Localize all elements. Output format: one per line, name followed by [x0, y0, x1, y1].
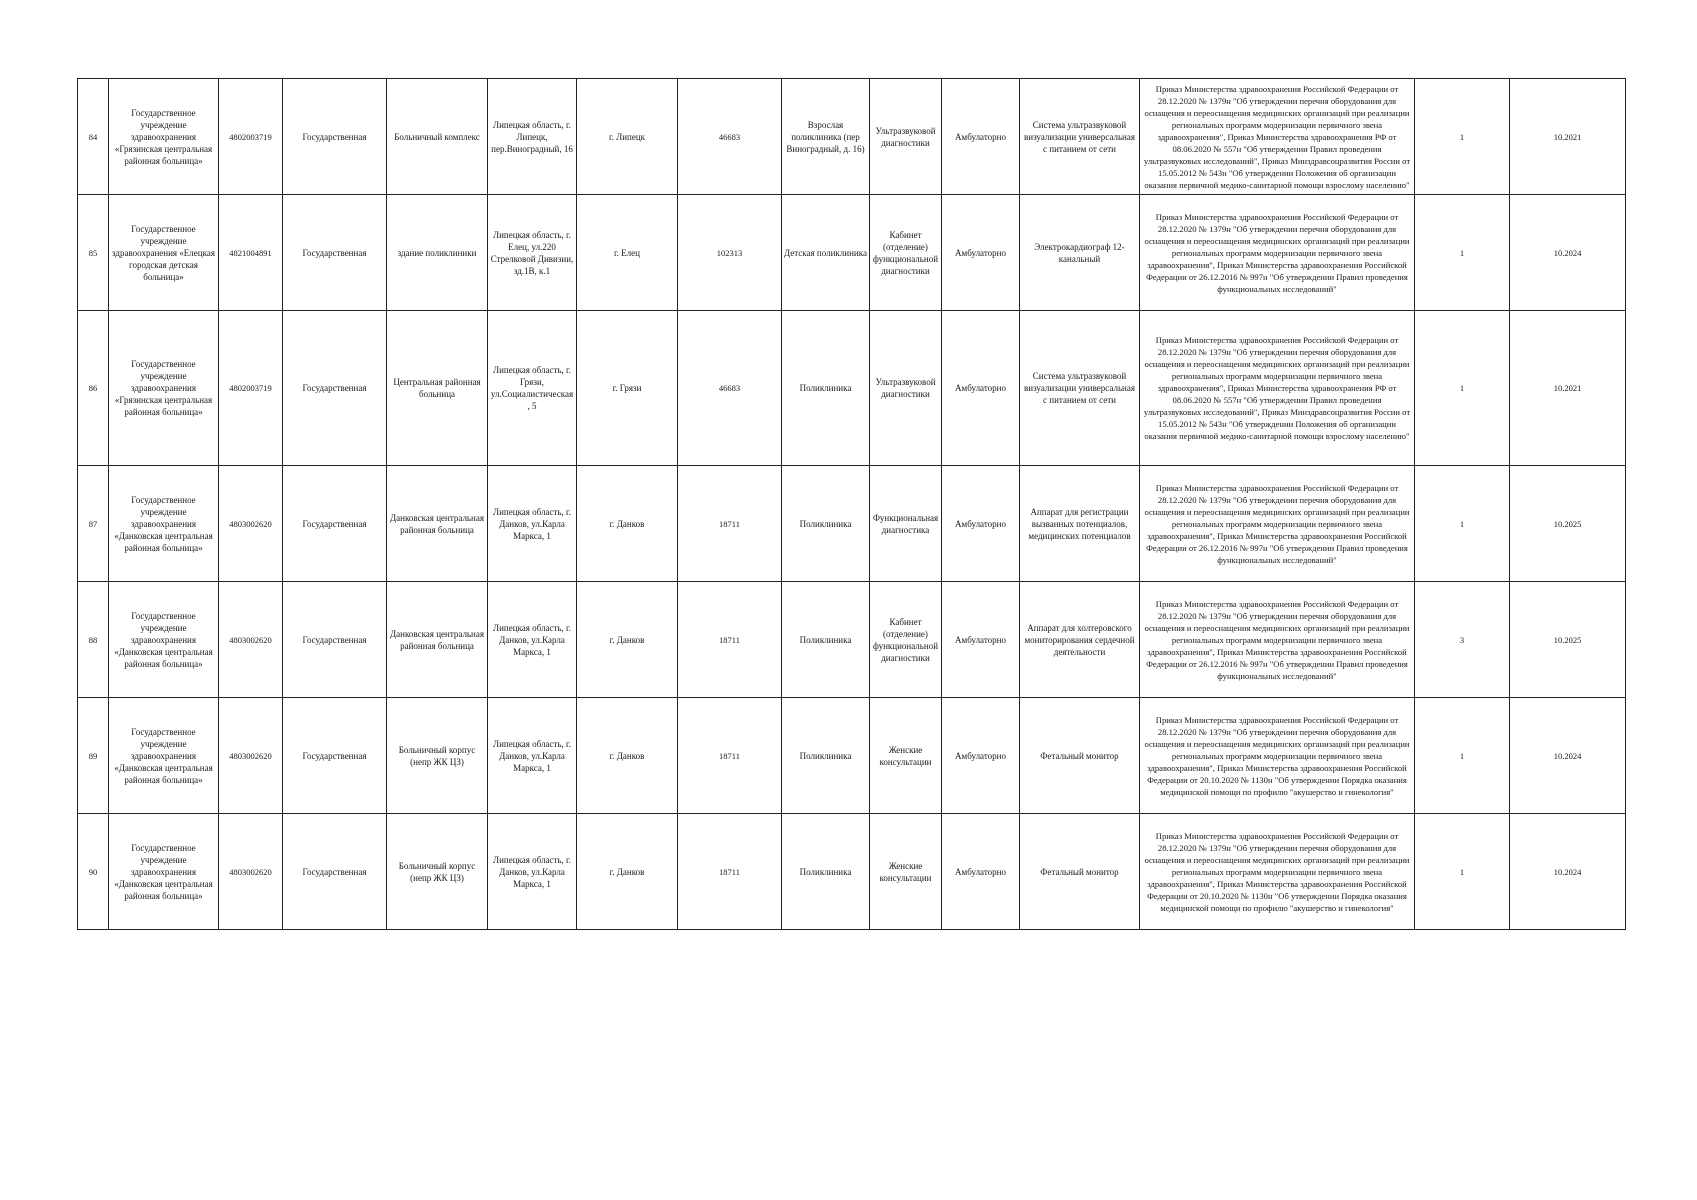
- cell-number: 85: [78, 195, 109, 311]
- cell-unit: Поликлиника: [782, 311, 870, 466]
- table-body: [78, 79, 1626, 930]
- cell-inn: 4803002620: [219, 698, 283, 814]
- cell-unit: Поликлиника: [782, 814, 870, 930]
- cell-population: 18711: [678, 582, 782, 698]
- cell-population: 18711: [678, 814, 782, 930]
- cell-institution: Государственное учреждение здравоохранения «Грязинская центральная районная больница»: [109, 79, 219, 195]
- cell-population: 102313: [678, 195, 782, 311]
- cell-equipment: Система ультразвуковой визуализации универсальная с питанием от сети: [1020, 79, 1140, 195]
- cell-department: Женские консультации: [870, 814, 942, 930]
- cell-city: г. Данков: [577, 814, 678, 930]
- cell-building: Данковская центральная районная больница: [387, 582, 488, 698]
- cell-building: Больничный корпус (непр ЖК ЦЗ): [387, 698, 488, 814]
- cell-inn: 4802003719: [219, 79, 283, 195]
- cell-conditions: Амбулаторно: [942, 195, 1020, 311]
- cell-equipment: Аппарат для регистрации вызванных потенциалов, медицинских потенциалов: [1020, 466, 1140, 582]
- cell-equipment: Фетальный монитор: [1020, 814, 1140, 930]
- cell-inn: 4803002620: [219, 814, 283, 930]
- cell-department: Кабинет (отделение) функциональной диагностики: [870, 195, 942, 311]
- cell-conditions: Амбулаторно: [942, 466, 1020, 582]
- cell-building: Больничный комплекс: [387, 79, 488, 195]
- table-row: [78, 311, 1626, 466]
- cell-number: 87: [78, 466, 109, 582]
- cell-ownership: Государственная: [283, 311, 387, 466]
- cell-quantity: 1: [1415, 311, 1510, 466]
- cell-conditions: Амбулаторно: [942, 698, 1020, 814]
- cell-basis: Приказ Министерства здравоохранения Российской Федерации от 28.12.2020 № 1379н "Об утверждении перечня оборудования для оснащения и переоснащения медицинских организаций при реализации региональных программ модернизации первичного звена здравоохранения", Приказ Министерства здравоохранения РФ от 08.06.2020 № 557н "Об утверждении Правил проведения ультразвуковых исследований", Приказ Минздравсоцразвития России от 15.05.2012 № 543н "Об утверждении Положения об организации оказания первичной медико-санитарной помощи взрослому населению": [1140, 79, 1415, 195]
- table-row: [78, 582, 1626, 698]
- cell-ownership: Государственная: [283, 466, 387, 582]
- cell-building: Центральная районная больница: [387, 311, 488, 466]
- cell-address: Липецкая область, г. Грязи, ул.Социалистическая, 5: [488, 311, 577, 466]
- cell-unit: Детская поликлиника: [782, 195, 870, 311]
- cell-population: 46683: [678, 311, 782, 466]
- cell-address: Липецкая область, г. Данков, ул.Карла Маркса, 1: [488, 466, 577, 582]
- cell-basis: Приказ Министерства здравоохранения Российской Федерации от 28.12.2020 № 1379н "Об утверждении перечня оборудования для оснащения и переоснащения медицинских организаций при реализации региональных программ модернизации первичного звена здравоохранения", Приказ Министерства здравоохранения Российской Федерации от 26.12.2016 № 997н "Об утверждении Правил проведения функциональных исследований": [1140, 466, 1415, 582]
- cell-equipment: Фетальный монитор: [1020, 698, 1140, 814]
- cell-number: 90: [78, 814, 109, 930]
- cell-city: г. Данков: [577, 698, 678, 814]
- cell-department: Женские консультации: [870, 698, 942, 814]
- cell-unit: Поликлиника: [782, 466, 870, 582]
- cell-quantity: 1: [1415, 814, 1510, 930]
- cell-building: здание поликлиники: [387, 195, 488, 311]
- cell-unit: Поликлиника: [782, 582, 870, 698]
- cell-population: 18711: [678, 698, 782, 814]
- cell-address: Липецкая область, г. Липецк, пер.Виноградный, 16: [488, 79, 577, 195]
- cell-number: 88: [78, 582, 109, 698]
- cell-building: Больничный корпус (непр ЖК ЦЗ): [387, 814, 488, 930]
- cell-basis: Приказ Министерства здравоохранения Российской Федерации от 28.12.2020 № 1379н "Об утверждении перечня оборудования для оснащения и переоснащения медицинских организаций при реализации региональных программ модернизации первичного звена здравоохранения", Приказ Министерства здравоохранения Российской Федерации от 20.10.2020 № 1130н "Об утверждении Порядка оказания медицинской помощи по профилю "акушерство и гинекология": [1140, 814, 1415, 930]
- cell-institution: Государственное учреждение здравоохранения «Данковская центральная районная больница»: [109, 582, 219, 698]
- cell-conditions: Амбулаторно: [942, 79, 1020, 195]
- cell-city: г. Липецк: [577, 79, 678, 195]
- cell-institution: Государственное учреждение здравоохранения «Грязинская центральная районная больница»: [109, 311, 219, 466]
- cell-date: 10.2021: [1510, 79, 1626, 195]
- cell-quantity: 1: [1415, 698, 1510, 814]
- cell-address: Липецкая область, г. Данков, ул.Карла Маркса, 1: [488, 814, 577, 930]
- cell-inn: 4803002620: [219, 582, 283, 698]
- cell-quantity: 1: [1415, 466, 1510, 582]
- cell-address: Липецкая область, г. Елец, ул.220 Стрелковой Дивизии, зд.1В, к.1: [488, 195, 577, 311]
- table-row: [78, 698, 1626, 814]
- cell-basis: Приказ Министерства здравоохранения Российской Федерации от 28.12.2020 № 1379н "Об утверждении перечня оборудования для оснащения и переоснащения медицинских организаций при реализации региональных программ модернизации первичного звена здравоохранения", Приказ Министерства здравоохранения РФ от 08.06.2020 № 557н "Об утверждении Правил проведения ультразвуковых исследований", Приказ Минздравсоцразвития России от 15.05.2012 № 543н "Об утверждении Положения об организации оказания первичной медико-санитарной помощи взрослому населению": [1140, 311, 1415, 466]
- cell-equipment: Электрокардиограф 12-канальный: [1020, 195, 1140, 311]
- cell-unit: Поликлиника: [782, 698, 870, 814]
- table-row: [78, 466, 1626, 582]
- table-row: [78, 195, 1626, 311]
- cell-quantity: 3: [1415, 582, 1510, 698]
- cell-quantity: 1: [1415, 79, 1510, 195]
- cell-city: г. Данков: [577, 582, 678, 698]
- cell-department: Ультразвуковой диагностики: [870, 79, 942, 195]
- cell-inn: 4803002620: [219, 466, 283, 582]
- cell-conditions: Амбулаторно: [942, 582, 1020, 698]
- cell-equipment: Аппарат для холтеровского мониторирования сердечной деятельности: [1020, 582, 1140, 698]
- cell-department: Ультразвуковой диагностики: [870, 311, 942, 466]
- cell-number: 84: [78, 79, 109, 195]
- equipment-table: [77, 78, 1626, 930]
- cell-address: Липецкая область, г. Данков, ул.Карла Маркса, 1: [488, 698, 577, 814]
- cell-date: 10.2025: [1510, 466, 1626, 582]
- cell-unit: Взрослая поликлиника (пер Виноградный, д. 16): [782, 79, 870, 195]
- cell-department: Кабинет (отделение) функциональной диагностики: [870, 582, 942, 698]
- table-row: [78, 79, 1626, 195]
- cell-institution: Государственное учреждение здравоохранения «Данковская центральная районная больница»: [109, 466, 219, 582]
- cell-conditions: Амбулаторно: [942, 311, 1020, 466]
- cell-basis: Приказ Министерства здравоохранения Российской Федерации от 28.12.2020 № 1379н "Об утверждении перечня оборудования для оснащения и переоснащения медицинских организаций при реализации региональных программ модернизации первичного звена здравоохранения", Приказ Министерства здравоохранения Российской Федерации от 26.12.2016 № 997н "Об утверждении Правил проведения функциональных исследований": [1140, 195, 1415, 311]
- cell-institution: Государственное учреждение здравоохранения «Данковская центральная районная больница»: [109, 698, 219, 814]
- cell-building: Данковская центральная районная больница: [387, 466, 488, 582]
- cell-ownership: Государственная: [283, 582, 387, 698]
- cell-quantity: 1: [1415, 195, 1510, 311]
- cell-ownership: Государственная: [283, 698, 387, 814]
- cell-institution: Государственное учреждение здравоохранения «Елецкая городская детская больница»: [109, 195, 219, 311]
- cell-inn: 4821004891: [219, 195, 283, 311]
- cell-number: 89: [78, 698, 109, 814]
- cell-city: г. Елец: [577, 195, 678, 311]
- cell-date: 10.2024: [1510, 814, 1626, 930]
- cell-basis: Приказ Министерства здравоохранения Российской Федерации от 28.12.2020 № 1379н "Об утверждении перечня оборудования для оснащения и переоснащения медицинских организаций при реализации региональных программ модернизации первичного звена здравоохранения", Приказ Министерства здравоохранения Российской Федерации от 26.12.2016 № 997н "Об утверждении Правил проведения функциональных исследований": [1140, 582, 1415, 698]
- cell-ownership: Государственная: [283, 79, 387, 195]
- cell-date: 10.2025: [1510, 582, 1626, 698]
- cell-basis: Приказ Министерства здравоохранения Российской Федерации от 28.12.2020 № 1379н "Об утверждении перечня оборудования для оснащения и переоснащения медицинских организаций при реализации региональных программ модернизации первичного звена здравоохранения", Приказ Министерства здравоохранения Российской Федерации от 20.10.2020 № 1130н "Об утверждении Порядка оказания медицинской помощи по профилю "акушерство и гинекология": [1140, 698, 1415, 814]
- cell-inn: 4802003719: [219, 311, 283, 466]
- cell-department: Функциональная диагностика: [870, 466, 942, 582]
- cell-institution: Государственное учреждение здравоохранения «Данковская центральная районная больница»: [109, 814, 219, 930]
- cell-date: 10.2021: [1510, 311, 1626, 466]
- cell-population: 18711: [678, 466, 782, 582]
- cell-city: г. Грязи: [577, 311, 678, 466]
- table-row: [78, 814, 1626, 930]
- cell-address: Липецкая область, г. Данков, ул.Карла Маркса, 1: [488, 582, 577, 698]
- cell-number: 86: [78, 311, 109, 466]
- cell-date: 10.2024: [1510, 195, 1626, 311]
- cell-ownership: Государственная: [283, 195, 387, 311]
- cell-population: 46683: [678, 79, 782, 195]
- cell-ownership: Государственная: [283, 814, 387, 930]
- cell-equipment: Система ультразвуковой визуализации универсальная с питанием от сети: [1020, 311, 1140, 466]
- cell-date: 10.2024: [1510, 698, 1626, 814]
- cell-city: г. Данков: [577, 466, 678, 582]
- cell-conditions: Амбулаторно: [942, 814, 1020, 930]
